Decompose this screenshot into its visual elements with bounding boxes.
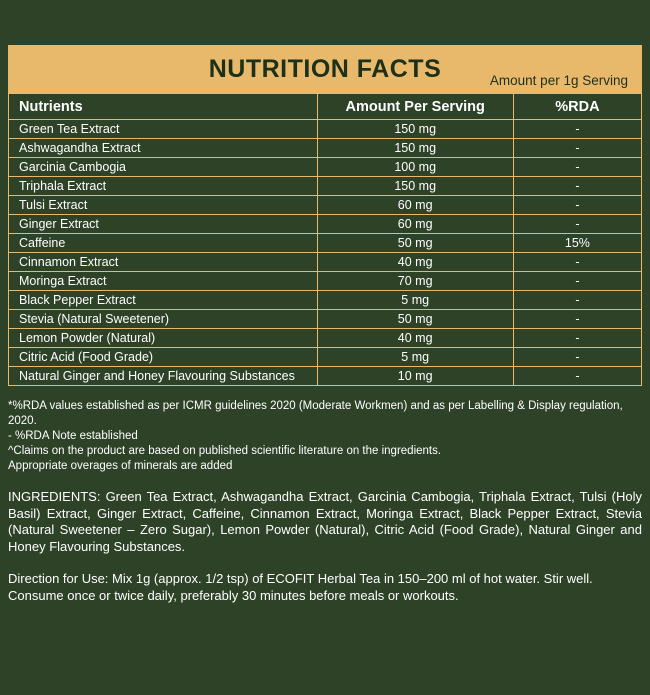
cell-amount: 50 mg xyxy=(317,310,513,329)
cell-nutrient: Cinnamon Extract xyxy=(9,253,318,272)
cell-nutrient: Stevia (Natural Sweetener) xyxy=(9,310,318,329)
nutrition-table xyxy=(8,93,642,386)
table-row xyxy=(9,196,642,215)
cell-rda: 15% xyxy=(513,234,641,253)
footnotes xyxy=(8,399,642,474)
table-row xyxy=(9,215,642,234)
cell-nutrient: Black Pepper Extract xyxy=(9,291,318,310)
cell-rda: - xyxy=(513,177,641,196)
cell-rda: - xyxy=(513,120,641,139)
table-row xyxy=(9,272,642,291)
table-row xyxy=(9,234,642,253)
column-header-amount: Amount Per Serving xyxy=(317,94,513,120)
cell-nutrient: Natural Ginger and Honey Flavouring Substances xyxy=(9,367,318,386)
table-row xyxy=(9,177,642,196)
table-row xyxy=(9,253,642,272)
cell-amount: 5 mg xyxy=(317,291,513,310)
cell-rda: - xyxy=(513,272,641,291)
cell-rda: - xyxy=(513,196,641,215)
cell-amount: 5 mg xyxy=(317,348,513,367)
footnote-rda-values: *%RDA values established as per ICMR guidelines 2020 (Moderate Workmen) and as per Labelling & Display regulation, 2020. xyxy=(8,400,623,427)
table-row xyxy=(9,348,642,367)
table-row xyxy=(9,310,642,329)
cell-nutrient: Tulsi Extract xyxy=(9,196,318,215)
serving-size-label: Amount per 1g Serving xyxy=(489,73,628,88)
cell-nutrient: Citric Acid (Food Grade) xyxy=(9,348,318,367)
footnote-claims: ^Claims on the product are based on published scientific literature on the ingredients. xyxy=(8,445,442,457)
header-band xyxy=(8,45,642,93)
cell-amount: 10 mg xyxy=(317,367,513,386)
cell-rda: - xyxy=(513,139,641,158)
table-header xyxy=(9,94,642,120)
cell-nutrient: Garcinia Cambogia xyxy=(9,158,318,177)
nutrition-facts-panel xyxy=(0,45,650,695)
cell-rda: - xyxy=(513,367,641,386)
ingredients-paragraph: INGREDIENTS: Green Tea Extract, Ashwagandha Extract, Garcinia Cambogia, Triphala Extract, Tulsi (Holy Basil) Extract, Ginger Extract, Caffeine, Cinnamon Extract, Moringa Extract, Black Pepper Extract, Stevia (Natural Sweetener – Zero Sugar), Lemon Powder (Natural), Citric Acid (Food Grade), Natural Ginger and Honey Flavouring Substances. xyxy=(8,489,642,554)
cell-amount: 150 mg xyxy=(317,177,513,196)
cell-nutrient: Caffeine xyxy=(9,234,318,253)
column-header-nutrients: Nutrients xyxy=(9,94,318,120)
table-row xyxy=(9,367,642,386)
cell-amount: 40 mg xyxy=(317,329,513,348)
cell-nutrient: Ashwagandha Extract xyxy=(9,139,318,158)
cell-rda: - xyxy=(513,348,641,367)
cell-rda: - xyxy=(513,310,641,329)
cell-amount: 70 mg xyxy=(317,272,513,291)
footnote-rda-note: - %RDA Note established xyxy=(8,430,138,442)
page-title: NUTRITION FACTS xyxy=(208,54,442,83)
cell-nutrient: Triphala Extract xyxy=(9,177,318,196)
direction-for-use-paragraph: Direction for Use: Mix 1g (approx. 1/2 tsp) of ECOFIT Herbal Tea in 150–200 ml of hot water. Stir well. Consume once or twice daily, preferably 30 minutes before meals or workouts. xyxy=(8,571,593,603)
cell-amount: 60 mg xyxy=(317,215,513,234)
table-row xyxy=(9,158,642,177)
cell-amount: 40 mg xyxy=(317,253,513,272)
cell-nutrient: Green Tea Extract xyxy=(9,120,318,139)
cell-rda: - xyxy=(513,215,641,234)
table-row xyxy=(9,120,642,139)
column-header-rda: %RDA xyxy=(513,94,641,120)
table-row xyxy=(9,139,642,158)
table-body xyxy=(9,120,642,386)
cell-amount: 50 mg xyxy=(317,234,513,253)
cell-amount: 150 mg xyxy=(317,120,513,139)
cell-rda: - xyxy=(513,329,641,348)
cell-nutrient: Moringa Extract xyxy=(9,272,318,291)
cell-rda: - xyxy=(513,291,641,310)
cell-amount: 60 mg xyxy=(317,196,513,215)
cell-amount: 100 mg xyxy=(317,158,513,177)
table-row xyxy=(9,291,642,310)
cell-nutrient: Ginger Extract xyxy=(9,215,318,234)
cell-rda: - xyxy=(513,158,641,177)
footnote-overages: Appropriate overages of minerals are added xyxy=(8,460,233,472)
cell-nutrient: Lemon Powder (Natural) xyxy=(9,329,318,348)
cell-amount: 150 mg xyxy=(317,139,513,158)
table-header-row xyxy=(9,94,642,120)
table-row xyxy=(9,329,642,348)
cell-rda: - xyxy=(513,253,641,272)
